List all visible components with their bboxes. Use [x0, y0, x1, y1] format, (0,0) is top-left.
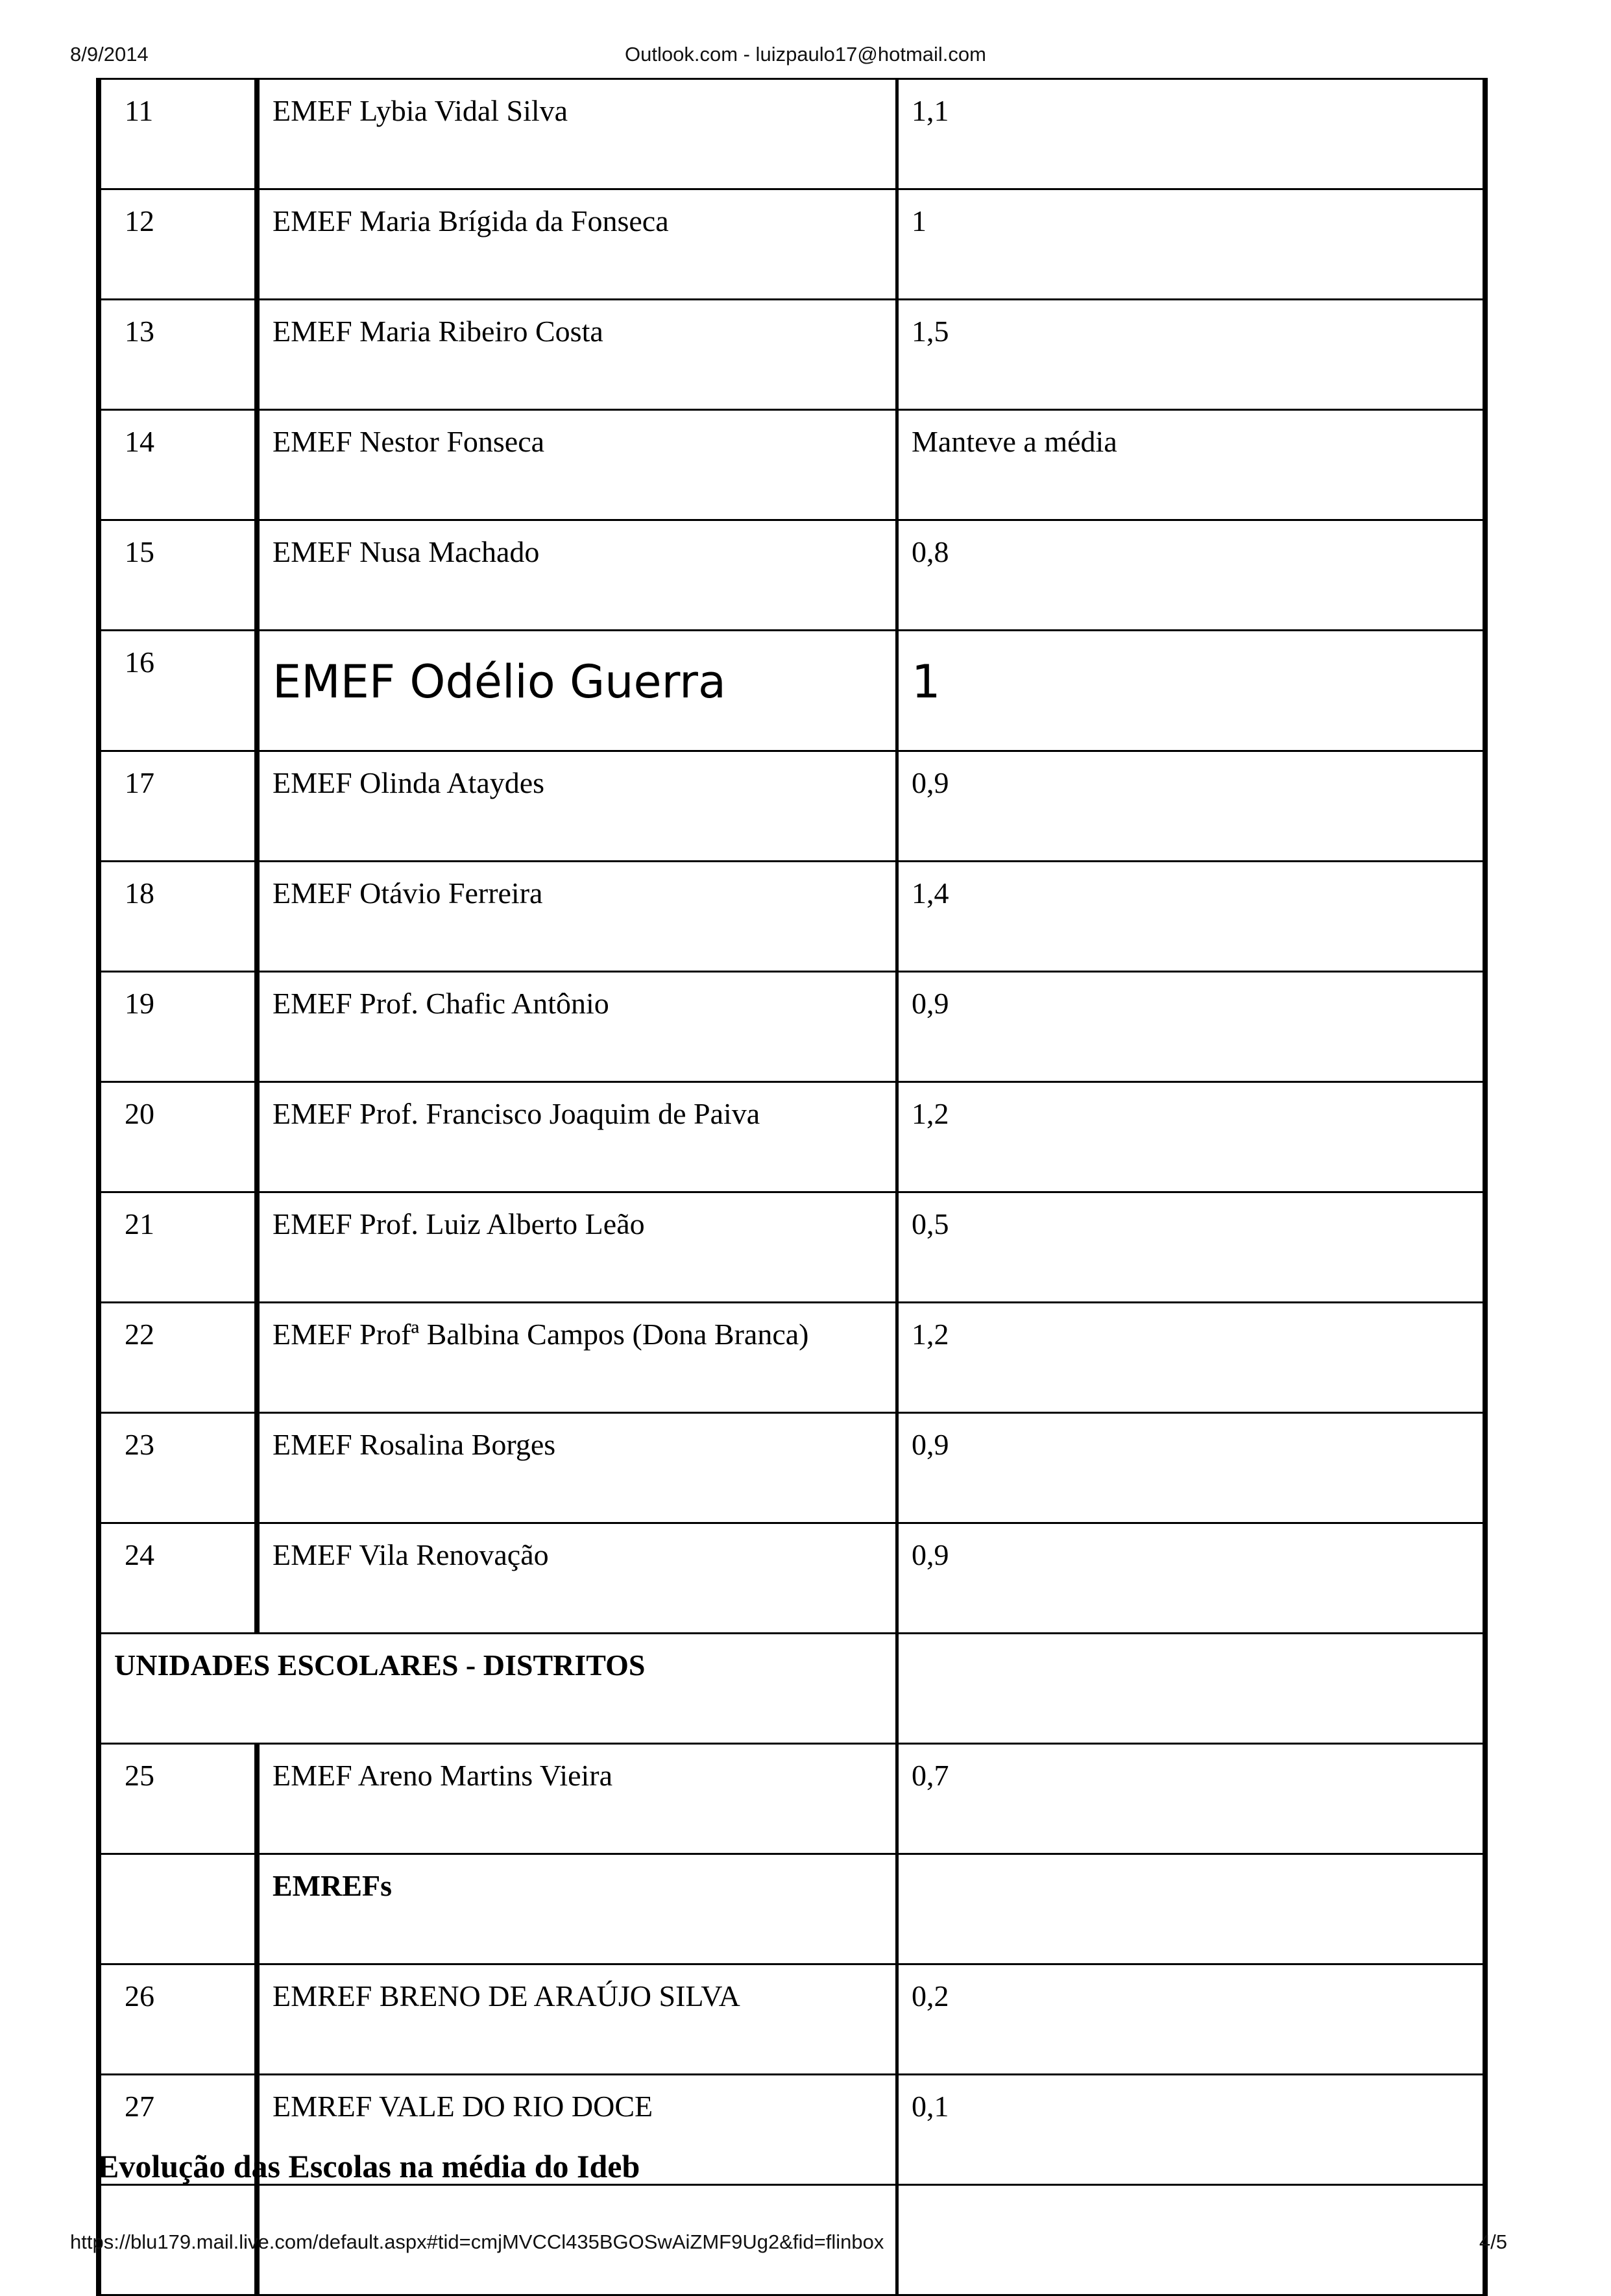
- row-number: 18: [99, 862, 257, 972]
- row-number: 17: [99, 751, 257, 862]
- row-number: 23: [99, 1413, 257, 1523]
- row-number: 24: [99, 1523, 257, 1634]
- ideb-value: 1,5: [897, 300, 1486, 410]
- ideb-value: 0,9: [897, 1413, 1486, 1523]
- table-row: [99, 631, 1485, 751]
- row-number: 13: [99, 300, 257, 410]
- table-row: [99, 300, 1485, 410]
- ideb-value: 1: [897, 189, 1486, 300]
- row-number: 19: [99, 972, 257, 1082]
- school-name: EMREF BRENO DE ARAÚJO SILVA: [257, 1964, 897, 2075]
- school-name: EMEF Rosalina Borges: [257, 1413, 897, 1523]
- school-name: EMEF Prof. Luiz Alberto Leão: [257, 1192, 897, 1303]
- school-name: EMEF Nusa Machado: [257, 520, 897, 631]
- print-date: 8/9/2014: [70, 43, 149, 66]
- table-cell-empty: [99, 1854, 257, 1964]
- ideb-schools-table: [96, 78, 1488, 2296]
- school-name: EMEF Nestor Fonseca: [257, 410, 897, 520]
- school-name: EMEF Maria Brígida da Fonseca: [257, 189, 897, 300]
- table-row-districts-heading: [99, 1634, 1485, 1744]
- ideb-value: 0,9: [897, 1523, 1486, 1634]
- row-number: 15: [99, 520, 257, 631]
- table-cell-empty: [897, 1634, 1486, 1744]
- table-cell-empty: [897, 2185, 1486, 2295]
- school-name: EMREF VALE DO RIO DOCE: [257, 2075, 897, 2185]
- table-row: [99, 862, 1485, 972]
- ideb-value: Manteve a média: [897, 410, 1486, 520]
- ideb-value: 1,1: [897, 79, 1486, 189]
- districts-heading: UNIDADES ESCOLARES - DISTRITOS: [99, 1634, 897, 1744]
- row-number: 14: [99, 410, 257, 520]
- table-row: [99, 1082, 1485, 1192]
- ideb-value: 1,2: [897, 1082, 1486, 1192]
- print-header-title: Outlook.com - luizpaulo17@hotmail.com: [625, 43, 986, 66]
- ideb-value: 0,9: [897, 972, 1486, 1082]
- ideb-value: 1,4: [897, 862, 1486, 972]
- row-number: 11: [99, 79, 257, 189]
- table-cell-empty: [897, 1854, 1486, 1964]
- school-name: EMEF Vila Renovação: [257, 1523, 897, 1634]
- school-name: EMEF Profª Balbina Campos (Dona Branca): [257, 1303, 897, 1413]
- table-row: [99, 972, 1485, 1082]
- page-url: https://blu179.mail.live.com/default.aspx#tid=cmjMVCCl435BGOSwAiZMF9Ug2&fid=flinbox: [70, 2230, 884, 2253]
- table-row: [99, 751, 1485, 862]
- row-number: 16: [99, 631, 257, 751]
- table-row: [99, 1192, 1485, 1303]
- row-number: 12: [99, 189, 257, 300]
- table-row: [99, 79, 1485, 189]
- table-row: [99, 1964, 1485, 2075]
- page-number: 4/5: [1479, 2230, 1507, 2253]
- ideb-value: 1,2: [897, 1303, 1486, 1413]
- table-row: [99, 1413, 1485, 1523]
- row-number: 21: [99, 1192, 257, 1303]
- section-title: Evolução das Escolas na média do Ideb: [97, 2148, 640, 2184]
- school-name: EMEF Prof. Francisco Joaquim de Paiva: [257, 1082, 897, 1192]
- emrefs-heading: EMREFs: [257, 1854, 897, 1964]
- table-row: [99, 1303, 1485, 1413]
- row-number: 27: [99, 2075, 257, 2185]
- table-row: [99, 1523, 1485, 1634]
- table-row-emrefs-heading: [99, 1854, 1485, 1964]
- ideb-value: 0,9: [897, 751, 1486, 862]
- table-row: [99, 520, 1485, 631]
- school-name: EMEF Areno Martins Vieira: [257, 1744, 897, 1854]
- row-number: 25: [99, 1744, 257, 1854]
- school-name: EMEF Odélio Guerra: [257, 631, 897, 751]
- school-name: EMEF Lybia Vidal Silva: [257, 79, 897, 189]
- school-name: EMEF Otávio Ferreira: [257, 862, 897, 972]
- school-name: EMEF Maria Ribeiro Costa: [257, 300, 897, 410]
- ideb-value: 0,5: [897, 1192, 1486, 1303]
- ideb-value: 0,7: [897, 1744, 1486, 1854]
- ideb-value: 0,8: [897, 520, 1486, 631]
- ideb-value: 1: [897, 631, 1486, 751]
- row-number: 26: [99, 1964, 257, 2075]
- row-number: 20: [99, 1082, 257, 1192]
- table-row: [99, 1744, 1485, 1854]
- school-name: EMEF Olinda Ataydes: [257, 751, 897, 862]
- row-number: 22: [99, 1303, 257, 1413]
- table-row: [99, 410, 1485, 520]
- school-name: EMEF Prof. Chafic Antônio: [257, 972, 897, 1082]
- ideb-value: 0,2: [897, 1964, 1486, 2075]
- ideb-value: 0,1: [897, 2075, 1486, 2185]
- table-row: [99, 189, 1485, 300]
